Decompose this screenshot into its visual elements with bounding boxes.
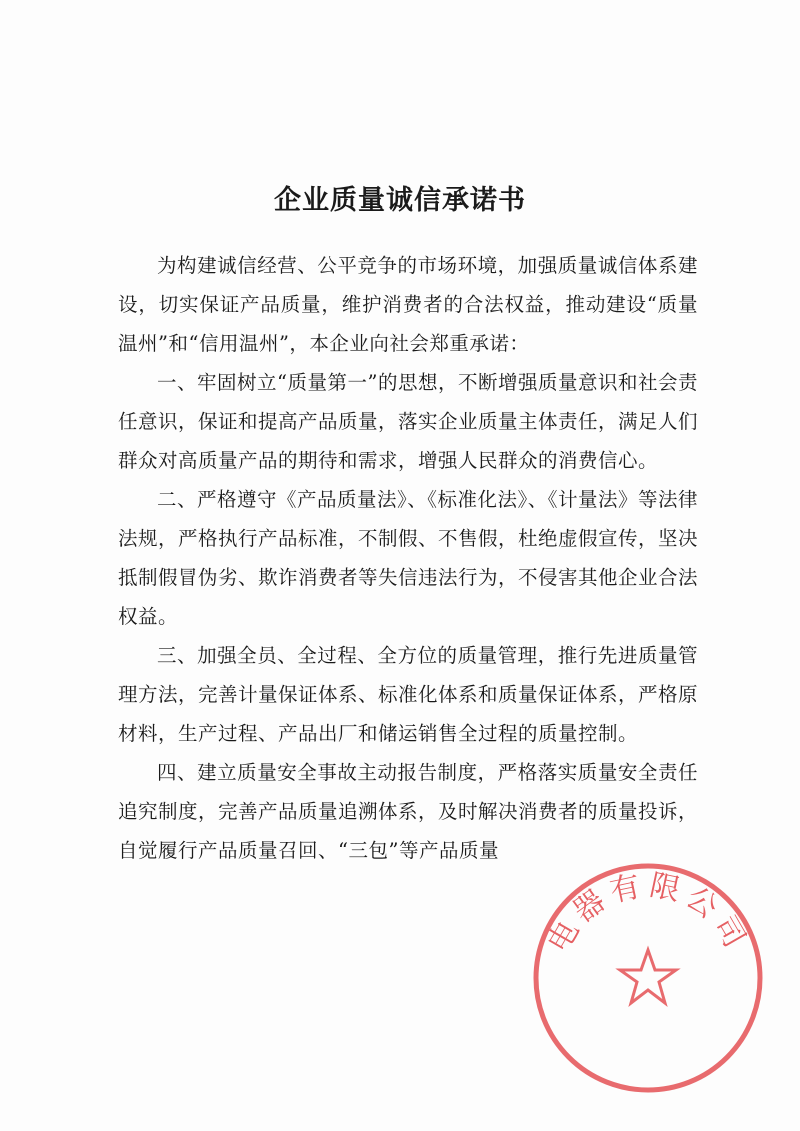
paragraph-4: 四、建立质量安全事故主动报告制度，严格落实质量安全责任追究制度，完善产品质量追溯体系，及时解决消费者的质量投诉，自觉履行产品质量召回、“三包”等产品质量 bbox=[118, 761, 699, 862]
document-body bbox=[118, 246, 698, 870]
paragraph-intro: 为构建诚信经营、公平竞争的市场环境，加强质量诚信体系建设，切实保证产品质量，维护消费者的合法权益，推动建设“质量温州”和“信用温州”，本企业向社会郑重承诺： bbox=[118, 254, 698, 355]
paragraph-2: 二、严格遵守《产品质量法》、《标准化法》、《计量法》等法律法规，严格执行产品标准，不制假、不售假，杜绝虚假宣传，坚决抵制假冒伪劣、欺诈消费者等失信违法行为，不侵害其他企业合法权益。 bbox=[118, 488, 699, 628]
seal-text: 电器有限公司 bbox=[541, 867, 755, 959]
seal-star-icon bbox=[620, 950, 676, 1003]
paragraph-1: 一、牢固树立“质量第一”的思想，不断增强质量意识和社会责任意识，保证和提高产品质量，落实企业质量主体责任，满足人们群众对高质量产品的期待和需求，增强人民群众的消费信心。 bbox=[118, 371, 699, 472]
document-title: 企业质量诚信承诺书 bbox=[274, 185, 526, 216]
svg-text:电器有限公司 bbox=[541, 868, 755, 959]
paragraph-3: 三、加强全员、全过程、全方位的质量管理，推行先进质量管理方法，完善计量保证体系、标准化体系和质量保证体系，严格原材料，生产过程、产品出厂和储运销售全过程的质量控制。 bbox=[118, 644, 699, 745]
company-seal bbox=[528, 858, 768, 1098]
